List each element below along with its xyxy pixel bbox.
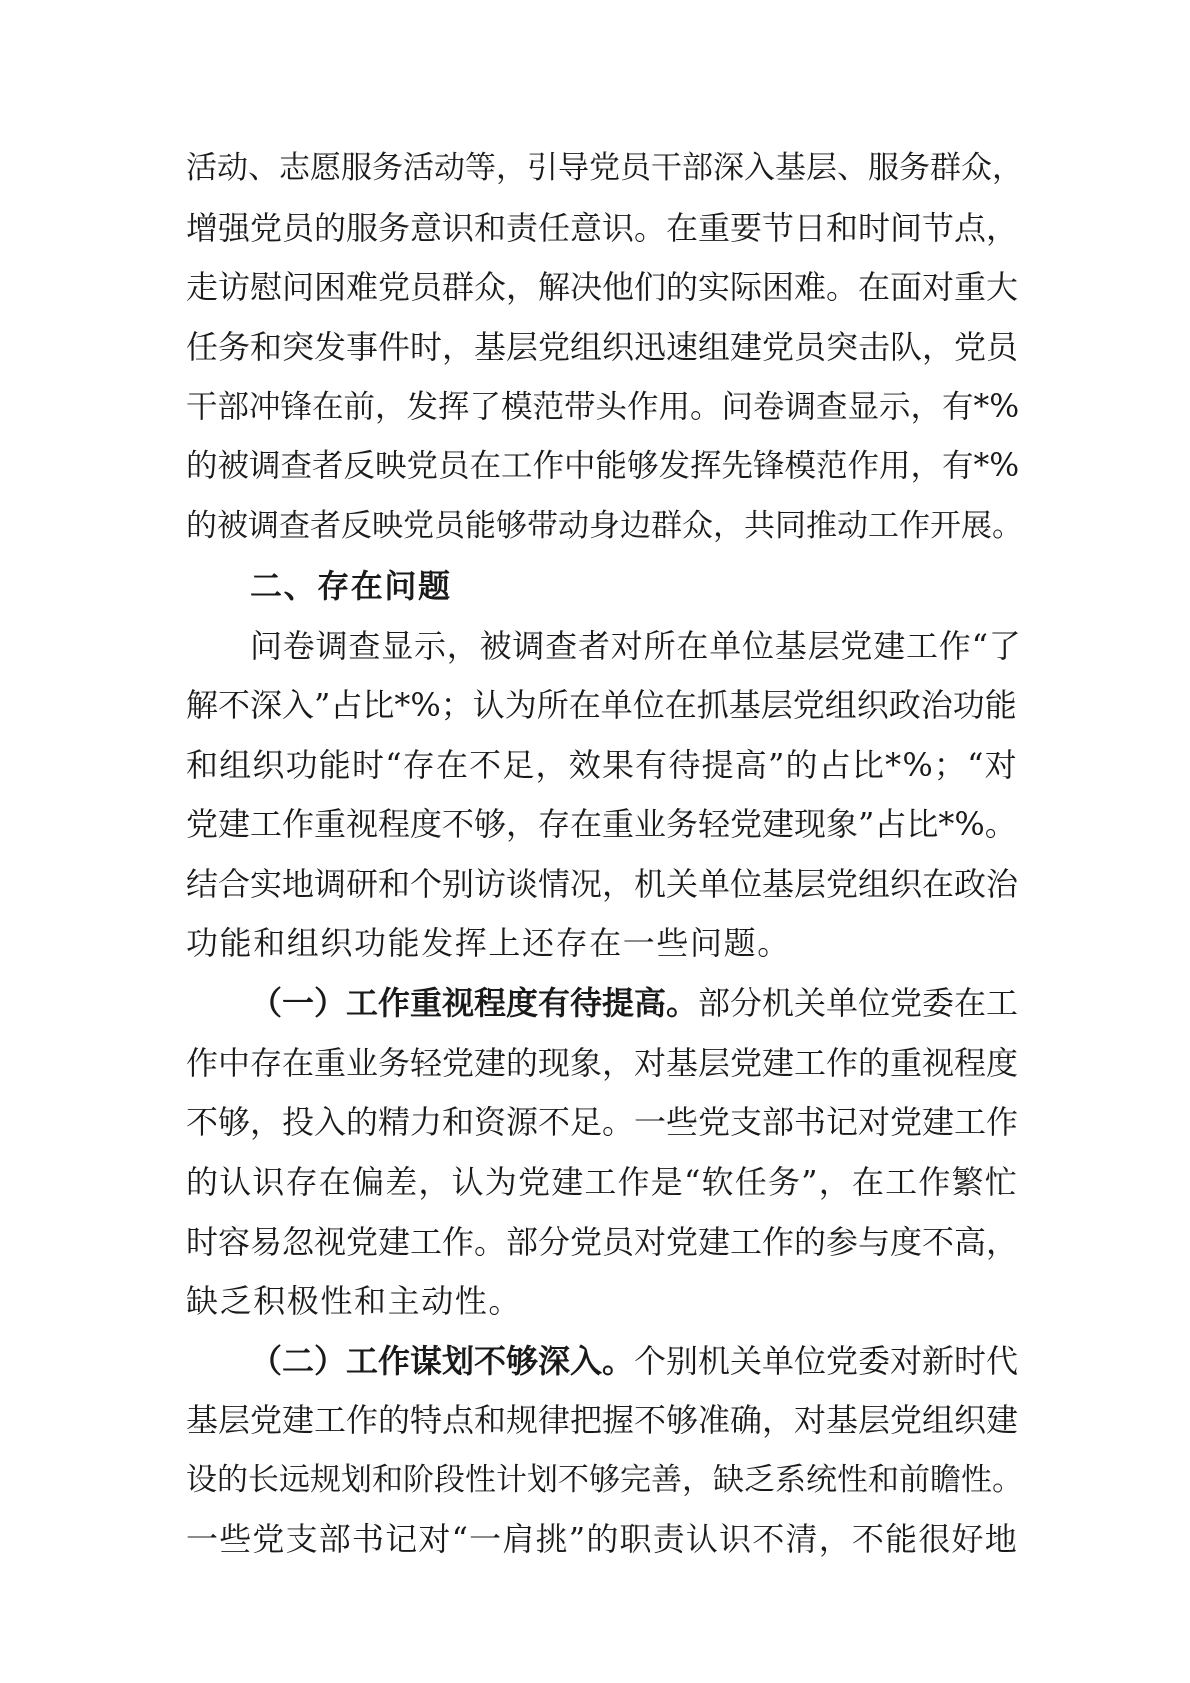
- body-text-line: 设的长远规划和阶段性计划不够完善，缺乏系统性和前瞻性。: [186, 1462, 1023, 1498]
- subsection-2-first-line: [250, 1336, 1026, 1386]
- body-text-line: 缺乏积极性和主动性。: [186, 1282, 523, 1320]
- body-text-line: 活动、志愿服务活动等，引导党员干部深入基层、服务群众，: [186, 150, 1023, 186]
- body-text-line: 一些党支部书记对“一肩挑”的职责认识不清，不能很好地: [186, 1520, 1018, 1558]
- body-text-line: 党建工作重视程度不够，存在重业务轻党建现象”占比*%。: [186, 805, 1017, 843]
- body-text-line: 时容易忽视党建工作。部分党员对党建工作的参与度不高，: [186, 1223, 1019, 1261]
- body-text-run: 部分机关单位党委在工: [698, 984, 1019, 1022]
- body-text-line: 任务和突发事件时，基层党组织迅速组建党员突击队，党员: [186, 328, 1019, 366]
- subsection-1-first-line: [250, 978, 1026, 1028]
- body-text-line: 的被调查者反映党员在工作中能够发挥先锋模范作用，有*%: [186, 448, 1020, 484]
- body-text-line: 不够，投入的精力和资源不足。一些党支部书记对党建工作: [186, 1103, 1019, 1141]
- body-text-line: 解不深入”占比*%；认为所在单位在抓基层党组织政治功能: [186, 686, 1017, 724]
- body-text-run: 个别机关单位党委对新时代: [634, 1342, 1019, 1380]
- body-text-line: 基层党建工作的特点和规律把握不够准确，对基层党组织建: [186, 1401, 1019, 1439]
- subsection-title: （二）工作谋划不够深入。: [250, 1342, 635, 1380]
- section-heading: 二、存在问题: [250, 567, 452, 605]
- body-text-line: 功能和组织功能发挥上还存在一些问题。: [186, 924, 791, 962]
- body-text-line: 结合实地调研和个别访谈情况，机关单位基层党组织在政治: [186, 865, 1019, 903]
- body-text-line: 走访慰问困难党员群众，解决他们的实际困难。在面对重大: [186, 268, 1019, 306]
- body-text-line: 作中存在重业务轻党建的现象，对基层党建工作的重视程度: [186, 1044, 1019, 1082]
- body-text-line: 干部冲锋在前，发挥了模范带头作用。问卷调查显示，有*%: [186, 389, 1020, 425]
- body-text-line: 的认识存在偏差，认为党建工作是“软任务”，在工作繁忙: [186, 1163, 1018, 1201]
- subsection-title: （一）工作重视程度有待提高。: [250, 984, 699, 1022]
- body-text-line: 和组织功能时“存在不足，效果有待提高”的占比*%；“对: [186, 746, 1018, 784]
- body-text-line: 的被调查者反映党员能够带动身边群众，共同推动工作开展。: [186, 508, 1023, 544]
- body-text-line: 增强党员的服务意识和责任意识。在重要节日和时间节点，: [186, 209, 1019, 247]
- body-text-line: 问卷调查显示，被调查者对所在单位基层党建工作“了: [250, 627, 1022, 665]
